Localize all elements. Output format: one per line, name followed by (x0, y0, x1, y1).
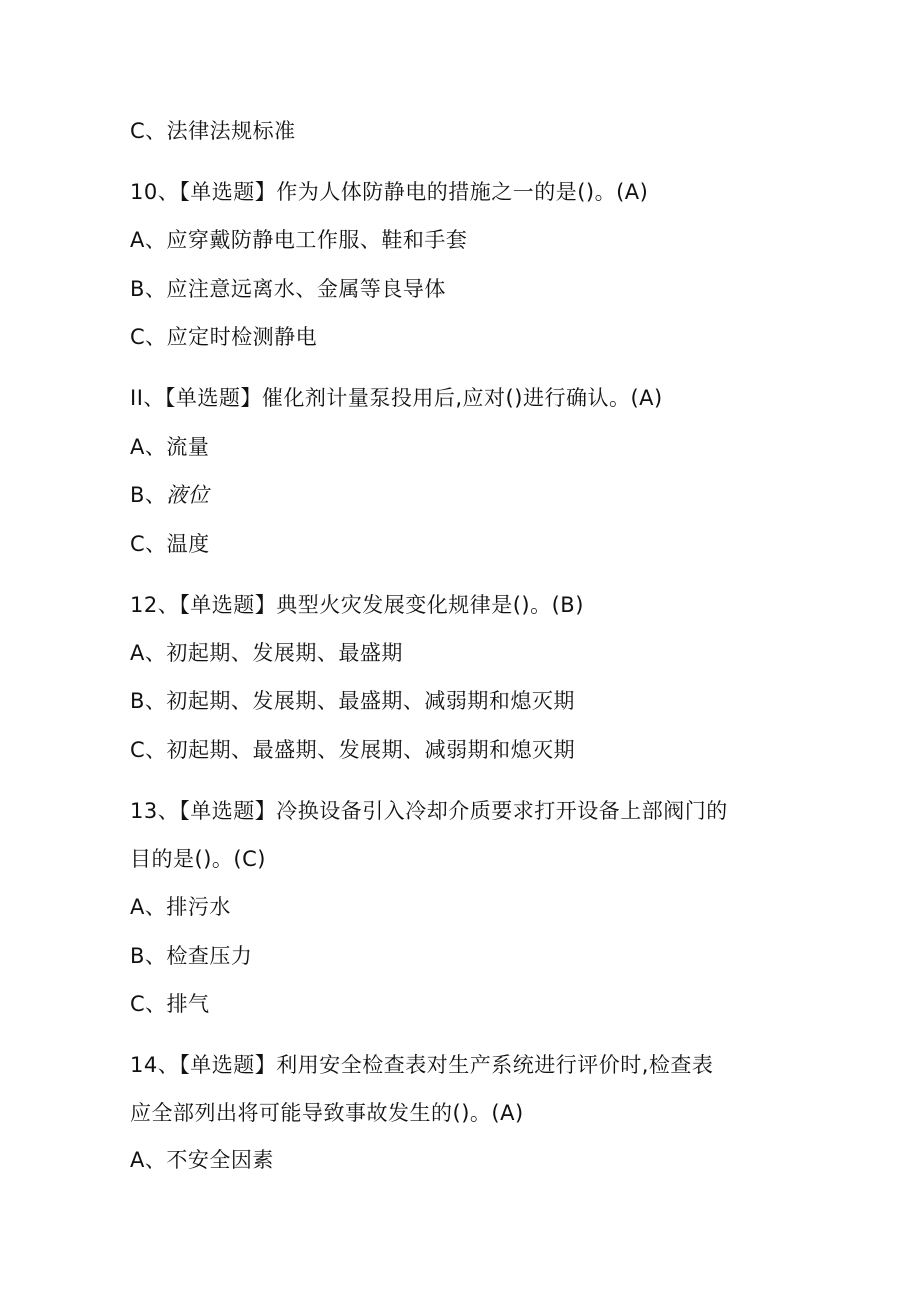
q10-question: 10、【单选题】作为人体防静电的措施之一的是()。(A) (130, 180, 649, 204)
q13-option-b: B、检查压力 (130, 944, 253, 968)
q13-question-line2: 目的是()。(C) (130, 847, 266, 871)
q10-option-a: A、应穿戴防静电工作服、鞋和手套 (130, 228, 468, 252)
q12-option-c: C、初起期、最盛期、发展期、减弱期和熄灭期 (130, 738, 576, 762)
q13-option-c: C、排气 (130, 992, 210, 1016)
q11-option-b (130, 481, 209, 509)
q11-question: II、【单选题】催化剂计量泵投用后,应对()进行确认。(A) (130, 386, 663, 410)
q11-option-b-text: 液位 (166, 483, 210, 507)
q12-option-a: A、初起期、发展期、最盛期 (130, 641, 403, 665)
q10-option-b: B、应注意远离水、金属等良导体 (130, 277, 446, 301)
q14-question-line1: 14、【单选题】利用安全检查表对生产系统进行评价时,检查表 (130, 1053, 714, 1077)
q10-option-c: C、应定时检测静电 (130, 325, 318, 349)
q9-option-c: C、法律法规标准 (130, 119, 296, 143)
q11-option-c: C、温度 (130, 532, 210, 556)
q14-question-line2: 应全部列出将可能导致事故发生的()。(A) (130, 1101, 524, 1125)
q13-question-line1: 13、【单选题】冷换设备引入冷却介质要求打开设备上部阀门的 (130, 799, 728, 823)
q11-option-a: A、流量 (130, 435, 210, 459)
q11-option-b-prefix: B、 (130, 483, 167, 507)
q14-option-a: A、不安全因素 (130, 1148, 274, 1172)
q13-option-a: A、排污水 (130, 895, 231, 919)
q12-question: 12、【单选题】典型火灾发展变化规律是()。(B) (130, 593, 584, 617)
q12-option-b: B、初起期、发展期、最盛期、减弱期和熄灭期 (130, 689, 575, 713)
